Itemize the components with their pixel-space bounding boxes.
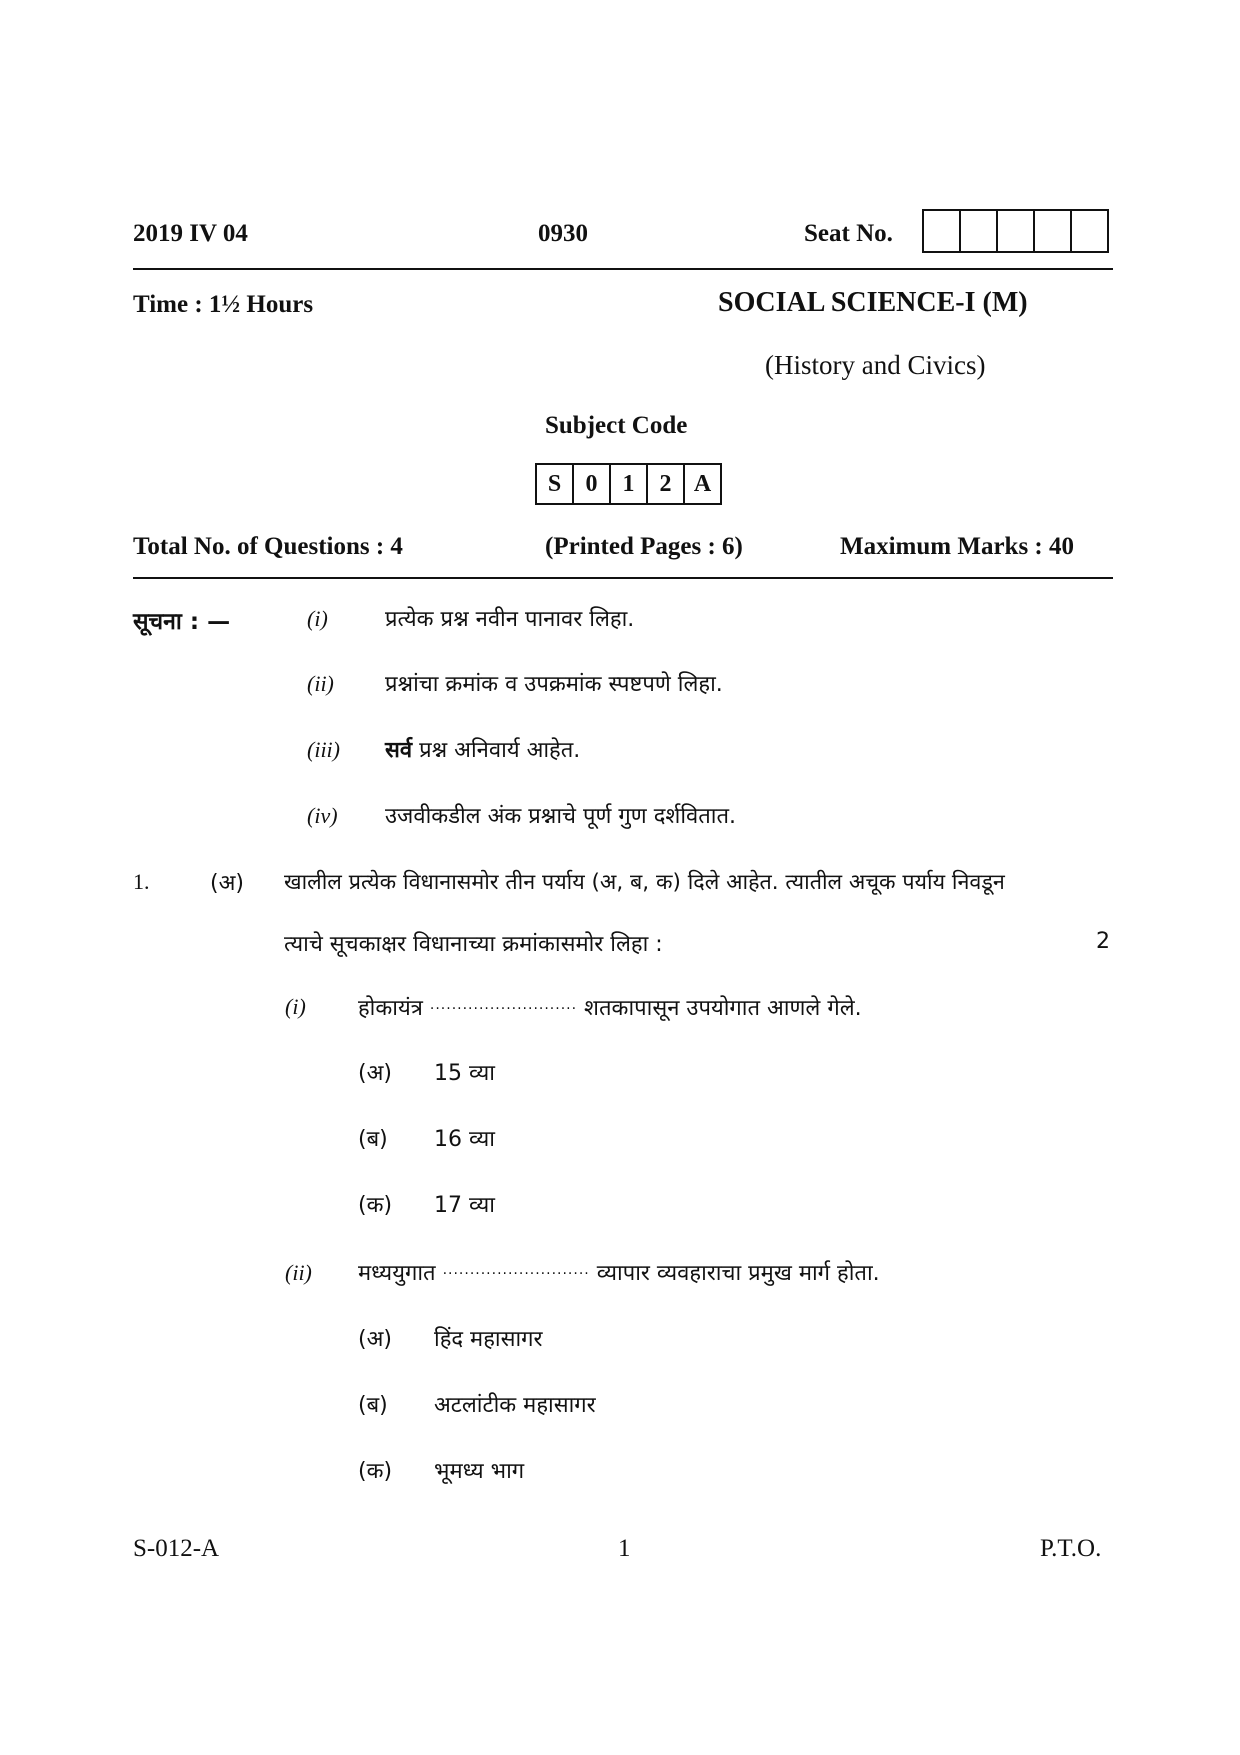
question-marks: 2: [1096, 929, 1110, 954]
sub-question-text: [358, 992, 862, 1022]
instruction-text-rest: प्रश्न अनिवार्य आहेत.: [412, 738, 581, 763]
subject-subtitle: (History and Civics): [765, 350, 986, 380]
time-label: Time : 1½ Hours: [133, 291, 314, 318]
option-label: (अ): [358, 1327, 392, 1352]
option-label: (अ): [358, 1061, 392, 1086]
seat-label: Seat No.: [804, 220, 893, 247]
sub-question-before: होकायंत्र: [358, 996, 423, 1021]
option-label: (क): [358, 1193, 393, 1218]
header-divider: [133, 268, 1113, 270]
fill-blank: ···························: [429, 1001, 578, 1017]
sub-question-after: व्यापार व्यवहाराचा प्रमुख मार्ग होता.: [596, 1261, 880, 1286]
subject-code-char: 1: [609, 465, 646, 503]
subject-title: SOCIAL SCIENCE-I (M): [718, 287, 1028, 318]
sub-question-num: (ii): [285, 1260, 312, 1285]
option-label: (ब): [358, 1393, 388, 1418]
exam-code: 2019 IV 04: [133, 220, 248, 247]
seat-box[interactable]: [996, 211, 1033, 251]
paper-code: 0930: [538, 220, 588, 247]
option-text: 15 व्या: [434, 1061, 495, 1086]
instruction-num: (iv): [307, 803, 338, 828]
option-label: (क): [358, 1459, 393, 1484]
header-bottom-divider: [133, 577, 1113, 579]
sub-question-before: मध्ययुगात: [358, 1261, 436, 1286]
option-text: अटलांटीक महासागर: [434, 1393, 596, 1418]
instruction-text: प्रश्नांचा क्रमांक व उपक्रमांक स्पष्टपणे लिहा.: [385, 672, 723, 697]
seat-number-boxes[interactable]: [922, 209, 1109, 253]
sub-question-after: शतकापासून उपयोगात आणले गेले.: [584, 996, 862, 1021]
subject-code-label: Subject Code: [545, 412, 688, 439]
instruction-num: (iii): [307, 737, 340, 762]
printed-pages: (Printed Pages : 6): [545, 533, 743, 560]
seat-box[interactable]: [924, 211, 959, 251]
fill-blank: ···························: [442, 1266, 590, 1282]
question-number: 1.: [133, 869, 150, 894]
question-part-label: (अ): [210, 871, 244, 896]
instruction-num: (i): [307, 606, 328, 631]
option-text: हिंद महासागर: [434, 1327, 543, 1352]
question-instruction-line2: त्याचे सूचकाक्षर विधानाच्या क्रमांकासमोर लिहा :: [284, 932, 663, 957]
seat-box[interactable]: [1070, 211, 1107, 251]
instruction-text: [385, 734, 580, 764]
option-text: 16 व्या: [434, 1127, 495, 1152]
sub-question-text: [358, 1257, 880, 1287]
subject-code-char: S: [547, 471, 562, 497]
seat-box[interactable]: [1033, 211, 1070, 251]
subject-code-char: 2: [646, 465, 683, 503]
subject-code-boxes: [535, 463, 722, 505]
pto-label: P.T.O.: [1040, 1535, 1102, 1562]
instruction-text: प्रत्येक प्रश्न नवीन पानावर लिहा.: [385, 607, 635, 632]
instructions-label: सूचना : —: [133, 609, 231, 635]
subject-code-char: A: [683, 465, 720, 503]
subject-code-char: 0: [572, 465, 609, 503]
instruction-emphasis: सर्व: [385, 738, 413, 763]
question-instruction-line1: खालील प्रत्येक विधानासमोर तीन पर्याय (अ, ब, क) दिले आहेत. त्यातील अचूक पर्याय निवडून: [284, 870, 1005, 895]
instruction-num: (ii): [307, 671, 334, 696]
footer-code: S-012-A: [133, 1535, 220, 1562]
total-questions: Total No. of Questions : 4: [133, 533, 403, 560]
option-text: भूमध्य भाग: [434, 1459, 525, 1484]
option-label: (ब): [358, 1127, 388, 1152]
page-number: 1: [618, 1535, 631, 1562]
option-text: 17 व्या: [434, 1193, 495, 1218]
seat-box[interactable]: [959, 211, 996, 251]
maximum-marks: Maximum Marks : 40: [840, 533, 1074, 560]
sub-question-num: (i): [285, 994, 306, 1019]
instruction-text: उजवीकडील अंक प्रश्नाचे पूर्ण गुण दर्शवितात.: [385, 804, 737, 829]
